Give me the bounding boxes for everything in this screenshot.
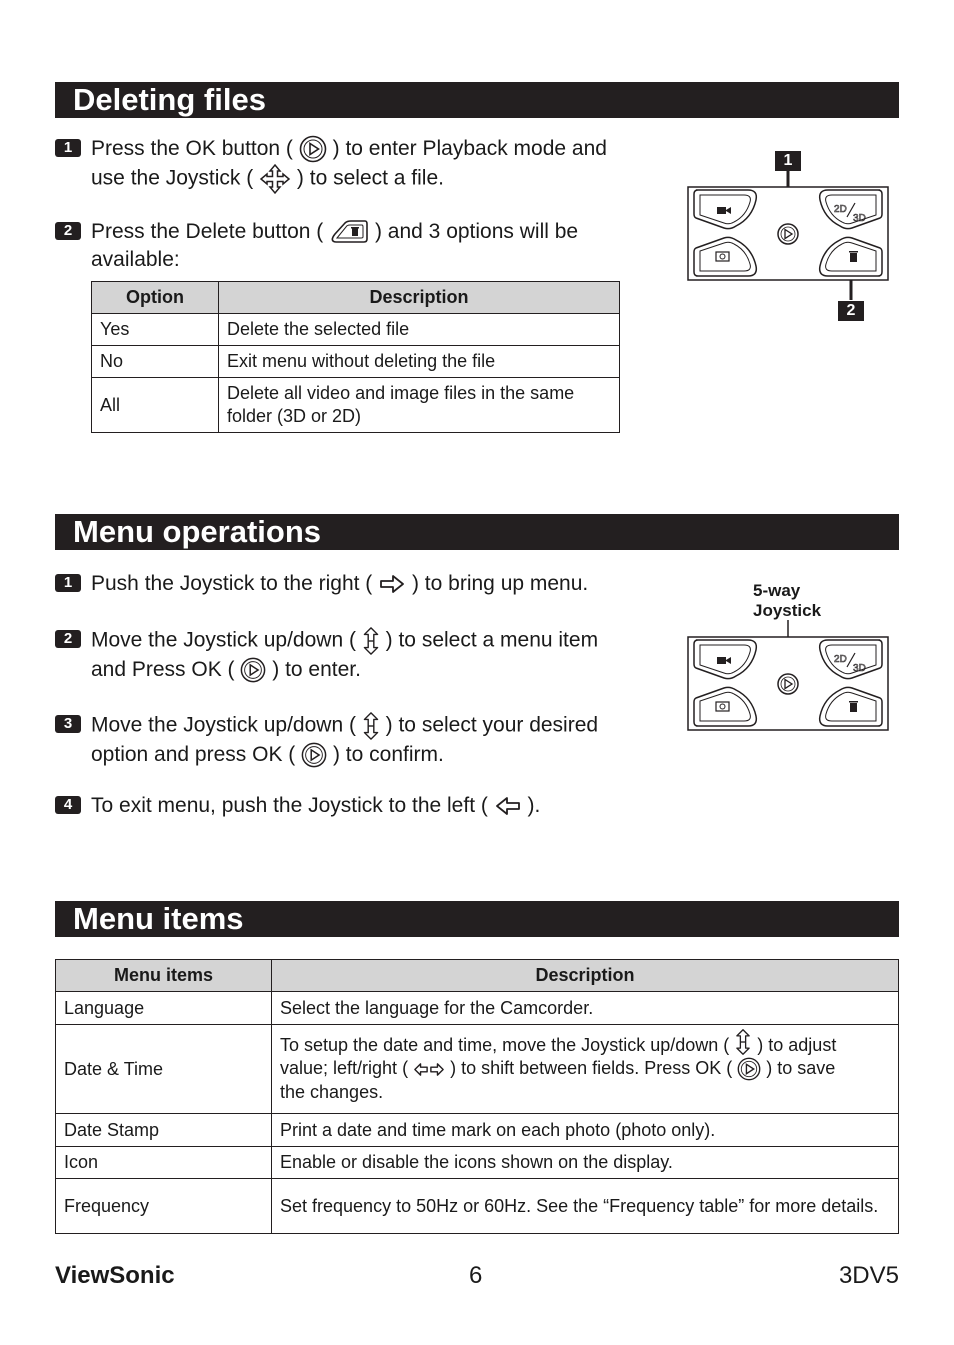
step-number: 1 [55, 574, 81, 592]
arrow-up-down-icon [734, 1028, 752, 1056]
joystick-diagram [686, 620, 890, 734]
step-number: 2 [55, 630, 81, 648]
cell-text: the changes. [280, 1082, 384, 1103]
delete-step-1 [55, 135, 607, 195]
table-header: Description [219, 282, 620, 314]
step-text: and Press OK ( [91, 658, 235, 681]
step-text: available: [91, 248, 180, 271]
step-text: option and press OK ( [91, 743, 296, 766]
table-cell: Icon [56, 1147, 272, 1179]
ok-button-icon [778, 674, 798, 694]
footer-model: 3DV5 [838, 1262, 899, 1289]
delete-step-2 [55, 218, 578, 274]
joystick-label [753, 581, 821, 621]
step-text: use the Joystick ( [91, 167, 254, 190]
table-row [92, 314, 620, 346]
delete-options-table [91, 281, 620, 433]
table-cell: Set frequency to 50Hz or 60Hz. See the “Frequency table” for more details. [272, 1179, 899, 1234]
table-cell: Date Stamp [56, 1114, 272, 1147]
arrow-up-down-icon [362, 711, 380, 741]
section-title-deleting: Deleting files [55, 82, 899, 118]
table-cell: Print a date and time mark on each photo (photo only). [272, 1114, 899, 1147]
cell-text: ) to save [766, 1057, 836, 1078]
cell-text: ) to adjust [757, 1034, 837, 1055]
table-cell: Enable or disable the icons shown on the display. [272, 1147, 899, 1179]
arrow-left-icon [494, 796, 522, 816]
table-row [56, 1179, 899, 1234]
table-row [92, 346, 620, 378]
step-text: ) and 3 options will be [374, 220, 579, 243]
table-row [56, 1147, 899, 1179]
table-cell: Delete the selected file [219, 314, 620, 346]
table-cell [272, 1025, 899, 1114]
step-number: 4 [55, 796, 81, 814]
table-header: Description [272, 960, 899, 992]
callout-1: 1 [775, 151, 801, 171]
ok-button-icon [737, 1057, 761, 1081]
joystick-4way-icon [259, 163, 291, 195]
ok-button-icon [299, 135, 327, 163]
step-number: 1 [55, 139, 81, 157]
mode-3d-label: 3D [853, 213, 866, 224]
step-text: Move the Joystick up/down ( [91, 628, 356, 652]
step-text: ) to enter. [272, 658, 361, 681]
table-cell: Language [56, 992, 272, 1025]
ok-button-icon [778, 224, 798, 244]
cell-text: ) to shift between fields. Press OK ( [450, 1057, 733, 1078]
table-cell: Date & Time [56, 1025, 272, 1114]
table-header: Option [92, 282, 219, 314]
mode-2d-label: 2D [834, 204, 847, 215]
callout-2: 2 [838, 301, 864, 321]
cell-text: value; left/right ( [280, 1057, 409, 1078]
arrow-left-right-icon [413, 1061, 445, 1078]
step-number: 3 [55, 715, 81, 733]
table-cell: All [92, 378, 219, 433]
step-text: ) to confirm. [332, 743, 444, 766]
table-cell: Frequency [56, 1179, 272, 1234]
mode-3d-label: 3D [853, 663, 866, 674]
menu-step-3 [55, 711, 598, 769]
menu-step-4 [55, 792, 540, 820]
ok-button-icon [240, 657, 266, 683]
step-text: ) to enter Playback mode and [332, 137, 607, 160]
menu-items-table [55, 959, 899, 1234]
section-title-menu-items: Menu items [55, 901, 899, 937]
table-row [56, 992, 899, 1025]
table-cell: Yes [92, 314, 219, 346]
table-row [92, 378, 620, 433]
table-cell: No [92, 346, 219, 378]
menu-step-2 [55, 626, 598, 684]
ok-button-icon [301, 742, 327, 768]
step-text: Press the OK button ( [91, 137, 293, 160]
step-text: ) to select your desired [385, 713, 599, 737]
table-cell: Exit menu without deleting the file [219, 346, 620, 378]
camera-buttons-diagram [686, 170, 890, 303]
cell-text: To setup the date and time, move the Joystick up/down ( [280, 1034, 730, 1055]
delete-button-icon [329, 219, 369, 245]
step-text: ) to select a menu item [385, 628, 599, 652]
mode-2d-label: 2D [834, 654, 847, 665]
table-cell: Delete all video and image files in the same folder (3D or 2D) [219, 378, 620, 433]
step-text: ) to select a file. [296, 167, 444, 190]
step-text: Push the Joystick to the right ( [91, 572, 373, 595]
menu-step-1 [55, 570, 588, 598]
step-text: ) to bring up menu. [411, 572, 589, 595]
table-header-row [56, 960, 899, 992]
table-cell: Select the language for the Camcorder. [272, 992, 899, 1025]
arrow-right-icon [378, 574, 406, 594]
table-header-row [92, 282, 620, 314]
joystick-label-line: 5-way [753, 581, 801, 600]
table-row [56, 1025, 899, 1114]
section-title-menu-operations: Menu operations [55, 514, 899, 550]
joystick-label-line: Joystick [753, 601, 822, 620]
arrow-up-down-icon [362, 626, 380, 656]
footer-brand: ViewSonic [55, 1262, 175, 1289]
table-row [56, 1114, 899, 1147]
step-text: Press the Delete button ( [91, 220, 324, 243]
step-text: ). [527, 794, 541, 817]
page-number: 6 [469, 1262, 483, 1289]
step-number: 2 [55, 222, 81, 240]
table-header: Menu items [56, 960, 272, 992]
step-text: Move the Joystick up/down ( [91, 713, 356, 737]
step-text: To exit menu, push the Joystick to the left ( [91, 794, 488, 817]
